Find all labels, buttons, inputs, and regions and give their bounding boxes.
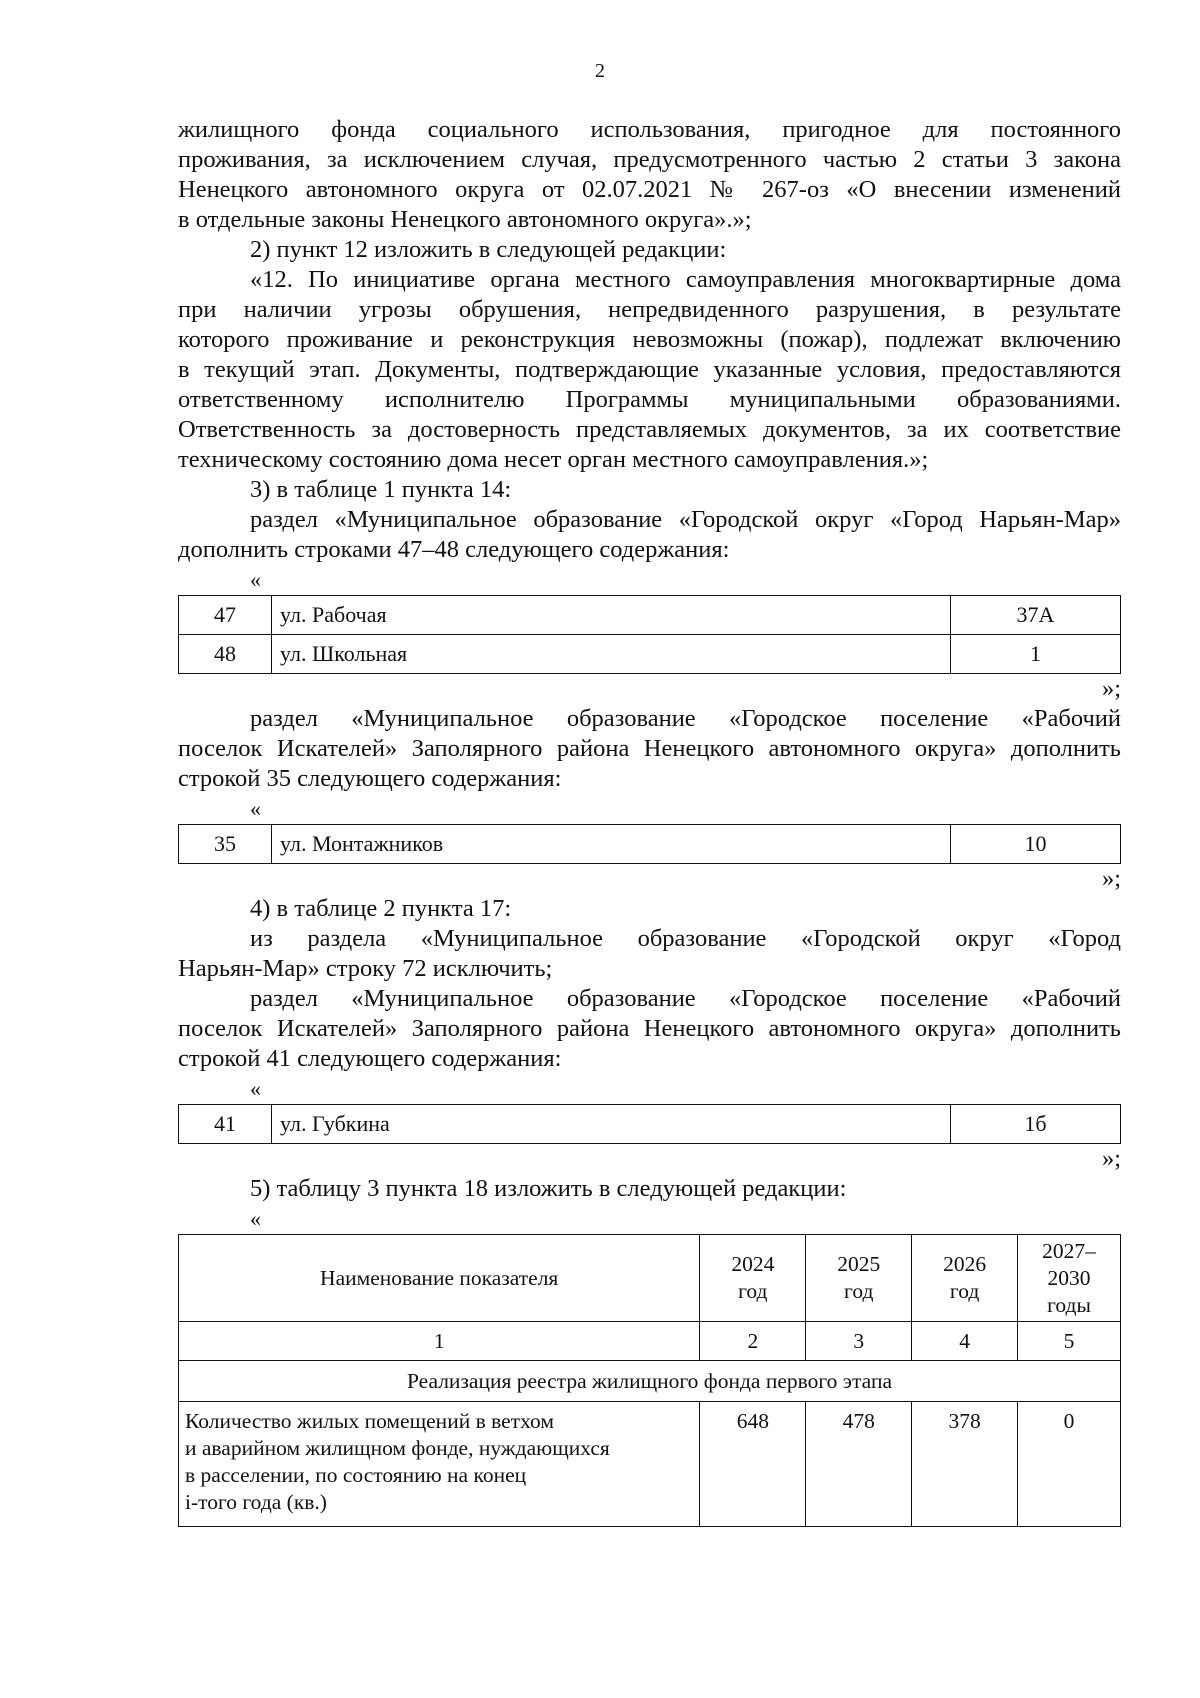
close-quote: »; xyxy=(1101,865,1121,892)
row-number: 47 xyxy=(179,596,272,635)
p3-line: при наличии угрозы обрушения, непредвиденного разрушения, в результате xyxy=(178,296,1121,323)
street: ул. Школьная xyxy=(272,635,951,674)
item-5: 5) таблицу 3 пункта 18 изложить в следующей редакции: xyxy=(250,1175,847,1202)
value-2026: 378 xyxy=(912,1402,1018,1527)
open-quote: « xyxy=(250,1206,261,1231)
open-quote: « xyxy=(250,1076,261,1101)
p3-line: ответственному исполнителю Программы муниципальными образованиями. xyxy=(178,386,1121,413)
p9-line: строкой 41 следующего содержания: xyxy=(178,1045,562,1072)
table-row xyxy=(179,635,1121,674)
column-number: 1 xyxy=(179,1322,700,1361)
p6-line: строкой 35 следующего содержания: xyxy=(178,765,562,792)
p3-line: «12. По инициативе органа местного самоуправления многоквартирные дома xyxy=(250,266,1121,293)
header-year: 2025 год xyxy=(806,1235,912,1322)
p3-line: Ответственность за достоверность представляемых документов, за их соответствие xyxy=(178,416,1121,443)
section-row xyxy=(179,1361,1121,1402)
table-2 xyxy=(178,824,1121,864)
p9-line: раздел «Муниципальное образование «Городское поселение «Рабочий xyxy=(250,985,1121,1012)
open-quote: « xyxy=(250,567,261,592)
header-year: 2027– 2030 годы xyxy=(1018,1235,1121,1322)
item-2: 2) пункт 12 изложить в следующей редакции: xyxy=(250,236,727,263)
close-quote: »; xyxy=(1101,675,1121,702)
street: ул. Монтажников xyxy=(272,825,951,864)
street: ул. Губкина xyxy=(272,1105,951,1144)
section-title: Реализация реестра жилищного фонда первого этапа xyxy=(179,1361,1121,1402)
row-number: 48 xyxy=(179,635,272,674)
header-year: 2024 год xyxy=(700,1235,806,1322)
house-number: 1б xyxy=(951,1105,1121,1144)
p1-line: жилищного фонда социального использования, пригодное для постоянного xyxy=(178,116,1121,143)
table-row xyxy=(179,1105,1121,1144)
column-number: 5 xyxy=(1018,1322,1121,1361)
item-4: 4) в таблице 2 пункта 17: xyxy=(250,895,512,922)
p8-line: из раздела «Муниципальное образование «Городской округ «Город xyxy=(250,925,1121,952)
p6-line: поселок Искателей» Заполярного района Ненецкого автономного округа» дополнить xyxy=(178,735,1121,762)
document-body xyxy=(178,115,1121,1527)
value-2024: 648 xyxy=(700,1402,806,1527)
table-row xyxy=(179,1402,1121,1527)
table-row xyxy=(179,596,1121,635)
value-2027-2030: 0 xyxy=(1018,1402,1121,1527)
p5-line: дополнить строками 47–48 следующего содержания: xyxy=(178,536,730,563)
table-header-row xyxy=(179,1235,1121,1322)
row-number: 41 xyxy=(179,1105,272,1144)
p6-line: раздел «Муниципальное образование «Городское поселение «Рабочий xyxy=(250,705,1121,732)
p8-line: Нарьян-Мар» строку 72 исключить; xyxy=(178,955,553,982)
p5-line: раздел «Муниципальное образование «Городской округ «Город Нарьян-Мар» xyxy=(250,506,1121,533)
table-4 xyxy=(178,1234,1121,1527)
street: ул. Рабочая xyxy=(272,596,951,635)
header-indicator-name: Наименование показателя xyxy=(179,1235,700,1322)
p3-line: в текущий этап. Документы, подтверждающие указанные условия, предоставляются xyxy=(178,356,1121,383)
row-number: 35 xyxy=(179,825,272,864)
page-number: 2 xyxy=(595,60,605,82)
indicator-name: Количество жилых помещений в ветхом и аварийном жилищном фонде, нуждающихся в расселении, по состоянию на конец i-того года (кв.) xyxy=(179,1402,700,1527)
open-quote: « xyxy=(250,796,261,821)
house-number: 10 xyxy=(951,825,1121,864)
header-year: 2026 год xyxy=(912,1235,1018,1322)
p9-line: поселок Искателей» Заполярного района Ненецкого автономного округа» дополнить xyxy=(178,1015,1121,1042)
column-number: 2 xyxy=(700,1322,806,1361)
column-number-row xyxy=(179,1322,1121,1361)
column-number: 4 xyxy=(912,1322,1018,1361)
p1-line: Ненецкого автономного округа от 02.07.2021 № 267-оз «О внесении изменений xyxy=(178,176,1121,203)
p3-line: которого проживание и реконструкция невозможны (пожар), подлежат включению xyxy=(178,326,1121,353)
table-row xyxy=(179,825,1121,864)
p1-line: проживания, за исключением случая, предусмотренного частью 2 статьи 3 закона xyxy=(178,146,1121,173)
p1-line: в отдельные законы Ненецкого автономного округа».»; xyxy=(178,206,752,233)
house-number: 1 xyxy=(951,635,1121,674)
table-3 xyxy=(178,1104,1121,1144)
item-3: 3) в таблице 1 пункта 14: xyxy=(250,476,512,503)
value-2025: 478 xyxy=(806,1402,912,1527)
column-number: 3 xyxy=(806,1322,912,1361)
p3-line: техническому состоянию дома несет орган местного самоуправления.»; xyxy=(178,446,929,473)
house-number: 37А xyxy=(951,596,1121,635)
table-1 xyxy=(178,595,1121,674)
close-quote: »; xyxy=(1101,1145,1121,1172)
